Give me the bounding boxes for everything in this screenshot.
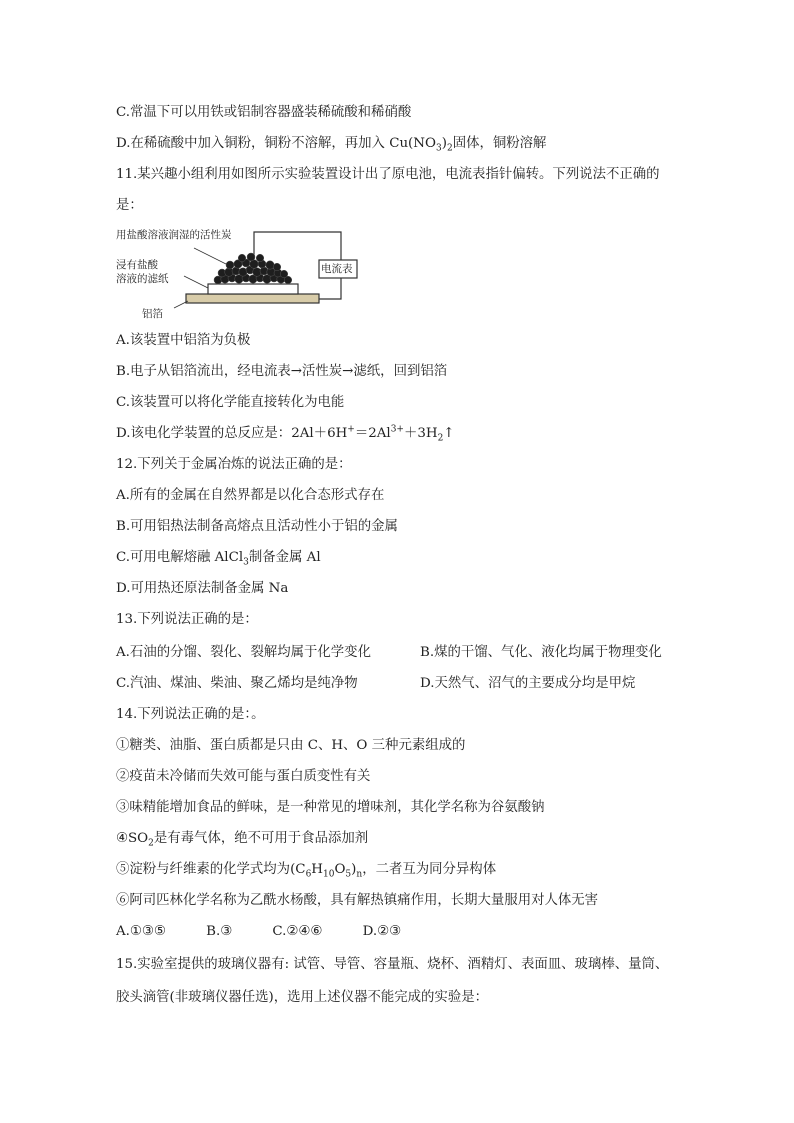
activated-carbon bbox=[214, 253, 292, 284]
q14-statement-4: $④SO_2$是有毒气体，绝不可用于食品添加剂 bbox=[116, 831, 369, 849]
q11-stem-line1: 11.某兴趣小组利用如图所示实验装置设计出了原电池，电流表指针偏转。下列说法不正确的 bbox=[116, 167, 660, 182]
leader-foil bbox=[174, 301, 188, 308]
q14-options: A.①③⑤ B.③ C.②④⑥ D.②③ bbox=[116, 924, 402, 939]
q13-stem: 13.下列说法正确的是： bbox=[116, 612, 258, 627]
q12-stem: 12.下列关于金属冶炼的说法正确的是： bbox=[116, 457, 352, 472]
q13-options-row2 bbox=[116, 675, 358, 693]
q11-stem-line2: 是： bbox=[116, 198, 143, 213]
q14-statement-5: ⑤淀粉与纤维素的化学式均为$(C_6H_{10}O_5)_n$，二者互为同分异构体 bbox=[116, 862, 497, 880]
label-aluminum-foil: 铝箔 bbox=[142, 308, 163, 320]
q13-options-row1 bbox=[116, 644, 371, 662]
q14-stem: 14.下列说法正确的是：。 bbox=[116, 707, 265, 722]
q12-option-b: B.可用铝热法制备高熔点且活动性小于铝的金属 bbox=[116, 519, 398, 534]
filter-paper bbox=[208, 284, 298, 294]
q11-option-d: D.该电化学装置的总反应是：$2Al+6H^+=2Al^{3+}+3H_2↑$ bbox=[116, 424, 455, 444]
q14-statement-6: ⑥阿司匹林化学名称为乙酰水杨酸，具有解热镇痛作用，长期大量服用对人体无害 bbox=[116, 893, 599, 908]
leader-paper bbox=[184, 276, 208, 288]
q10-option-d: D.在稀硫酸中加入铜粉，铜粉不溶解，再加入 $Cu(NO_3)_2$固体，铜粉溶解 bbox=[116, 136, 547, 154]
q11-option-c: C.该装置可以将化学能直接转化为电能 bbox=[116, 395, 345, 410]
q11-option-b: B.电子从铝箔流出，经电流表→活性炭→滤纸，回到铝箔 bbox=[116, 364, 448, 379]
q12-option-c: C.可用电解熔融 AlCl$_3$制备金属 Al bbox=[116, 550, 321, 568]
q10-option-c: C.常温下可以用铁或铝制容器盛装稀硫酸和稀硝酸 bbox=[116, 105, 412, 120]
battery-diagram bbox=[114, 226, 374, 324]
label-ammeter: 电流表 bbox=[321, 263, 353, 275]
aluminum-foil bbox=[186, 294, 319, 303]
q14-statement-3: ③味精能增加食品的鲜味，是一种常见的增味剂，其化学名称为谷氨酸钠 bbox=[116, 800, 545, 815]
q13-option-b: B.煤的干馏、气化、液化均属于物理变化 bbox=[420, 645, 662, 660]
q14-statement-1: ①糖类、油脂、蛋白质都是只由 C、H、O 三种元素组成的 bbox=[116, 738, 466, 753]
q12-option-a: A.所有的金属在自然界都是以化合态形式存在 bbox=[116, 488, 385, 503]
label-filter-paper-line2: 溶液的滤纸 bbox=[116, 273, 169, 285]
q13-option-c: C.汽油、煤油、柴油、聚乙烯均是纯净物 bbox=[116, 676, 358, 691]
leader-carbon bbox=[194, 248, 226, 264]
q11-option-a: A.该装置中铝箔为负极 bbox=[116, 333, 251, 348]
label-filter-paper-line1: 浸有盐酸 bbox=[116, 259, 158, 271]
label-activated-carbon: 用盐酸溶液润湿的活性炭 bbox=[116, 229, 232, 241]
q15-stem-line2: 胶头滴管(非玻璃仪器任选)，选用上述仪器不能完成的实验是： bbox=[116, 990, 488, 1005]
q13-option-a: A.石油的分馏、裂化、裂解均属于化学变化 bbox=[116, 645, 371, 660]
q15-stem-line1: 15.实验室提供的玻璃仪器有: 试管、导管、容量瓶、烧杯、酒精灯、表面皿、玻璃棒、量筒、 bbox=[116, 957, 669, 972]
wire-top bbox=[254, 232, 341, 260]
q14-statement-2: ②疫苗未冷储而失效可能与蛋白质变性有关 bbox=[116, 769, 371, 784]
wire-bottom bbox=[319, 278, 341, 299]
q12-option-d: D.可用热还原法制备金属 Na bbox=[116, 581, 289, 596]
q13-option-d: D.天然气、沼气的主要成分均是甲烷 bbox=[420, 676, 636, 691]
